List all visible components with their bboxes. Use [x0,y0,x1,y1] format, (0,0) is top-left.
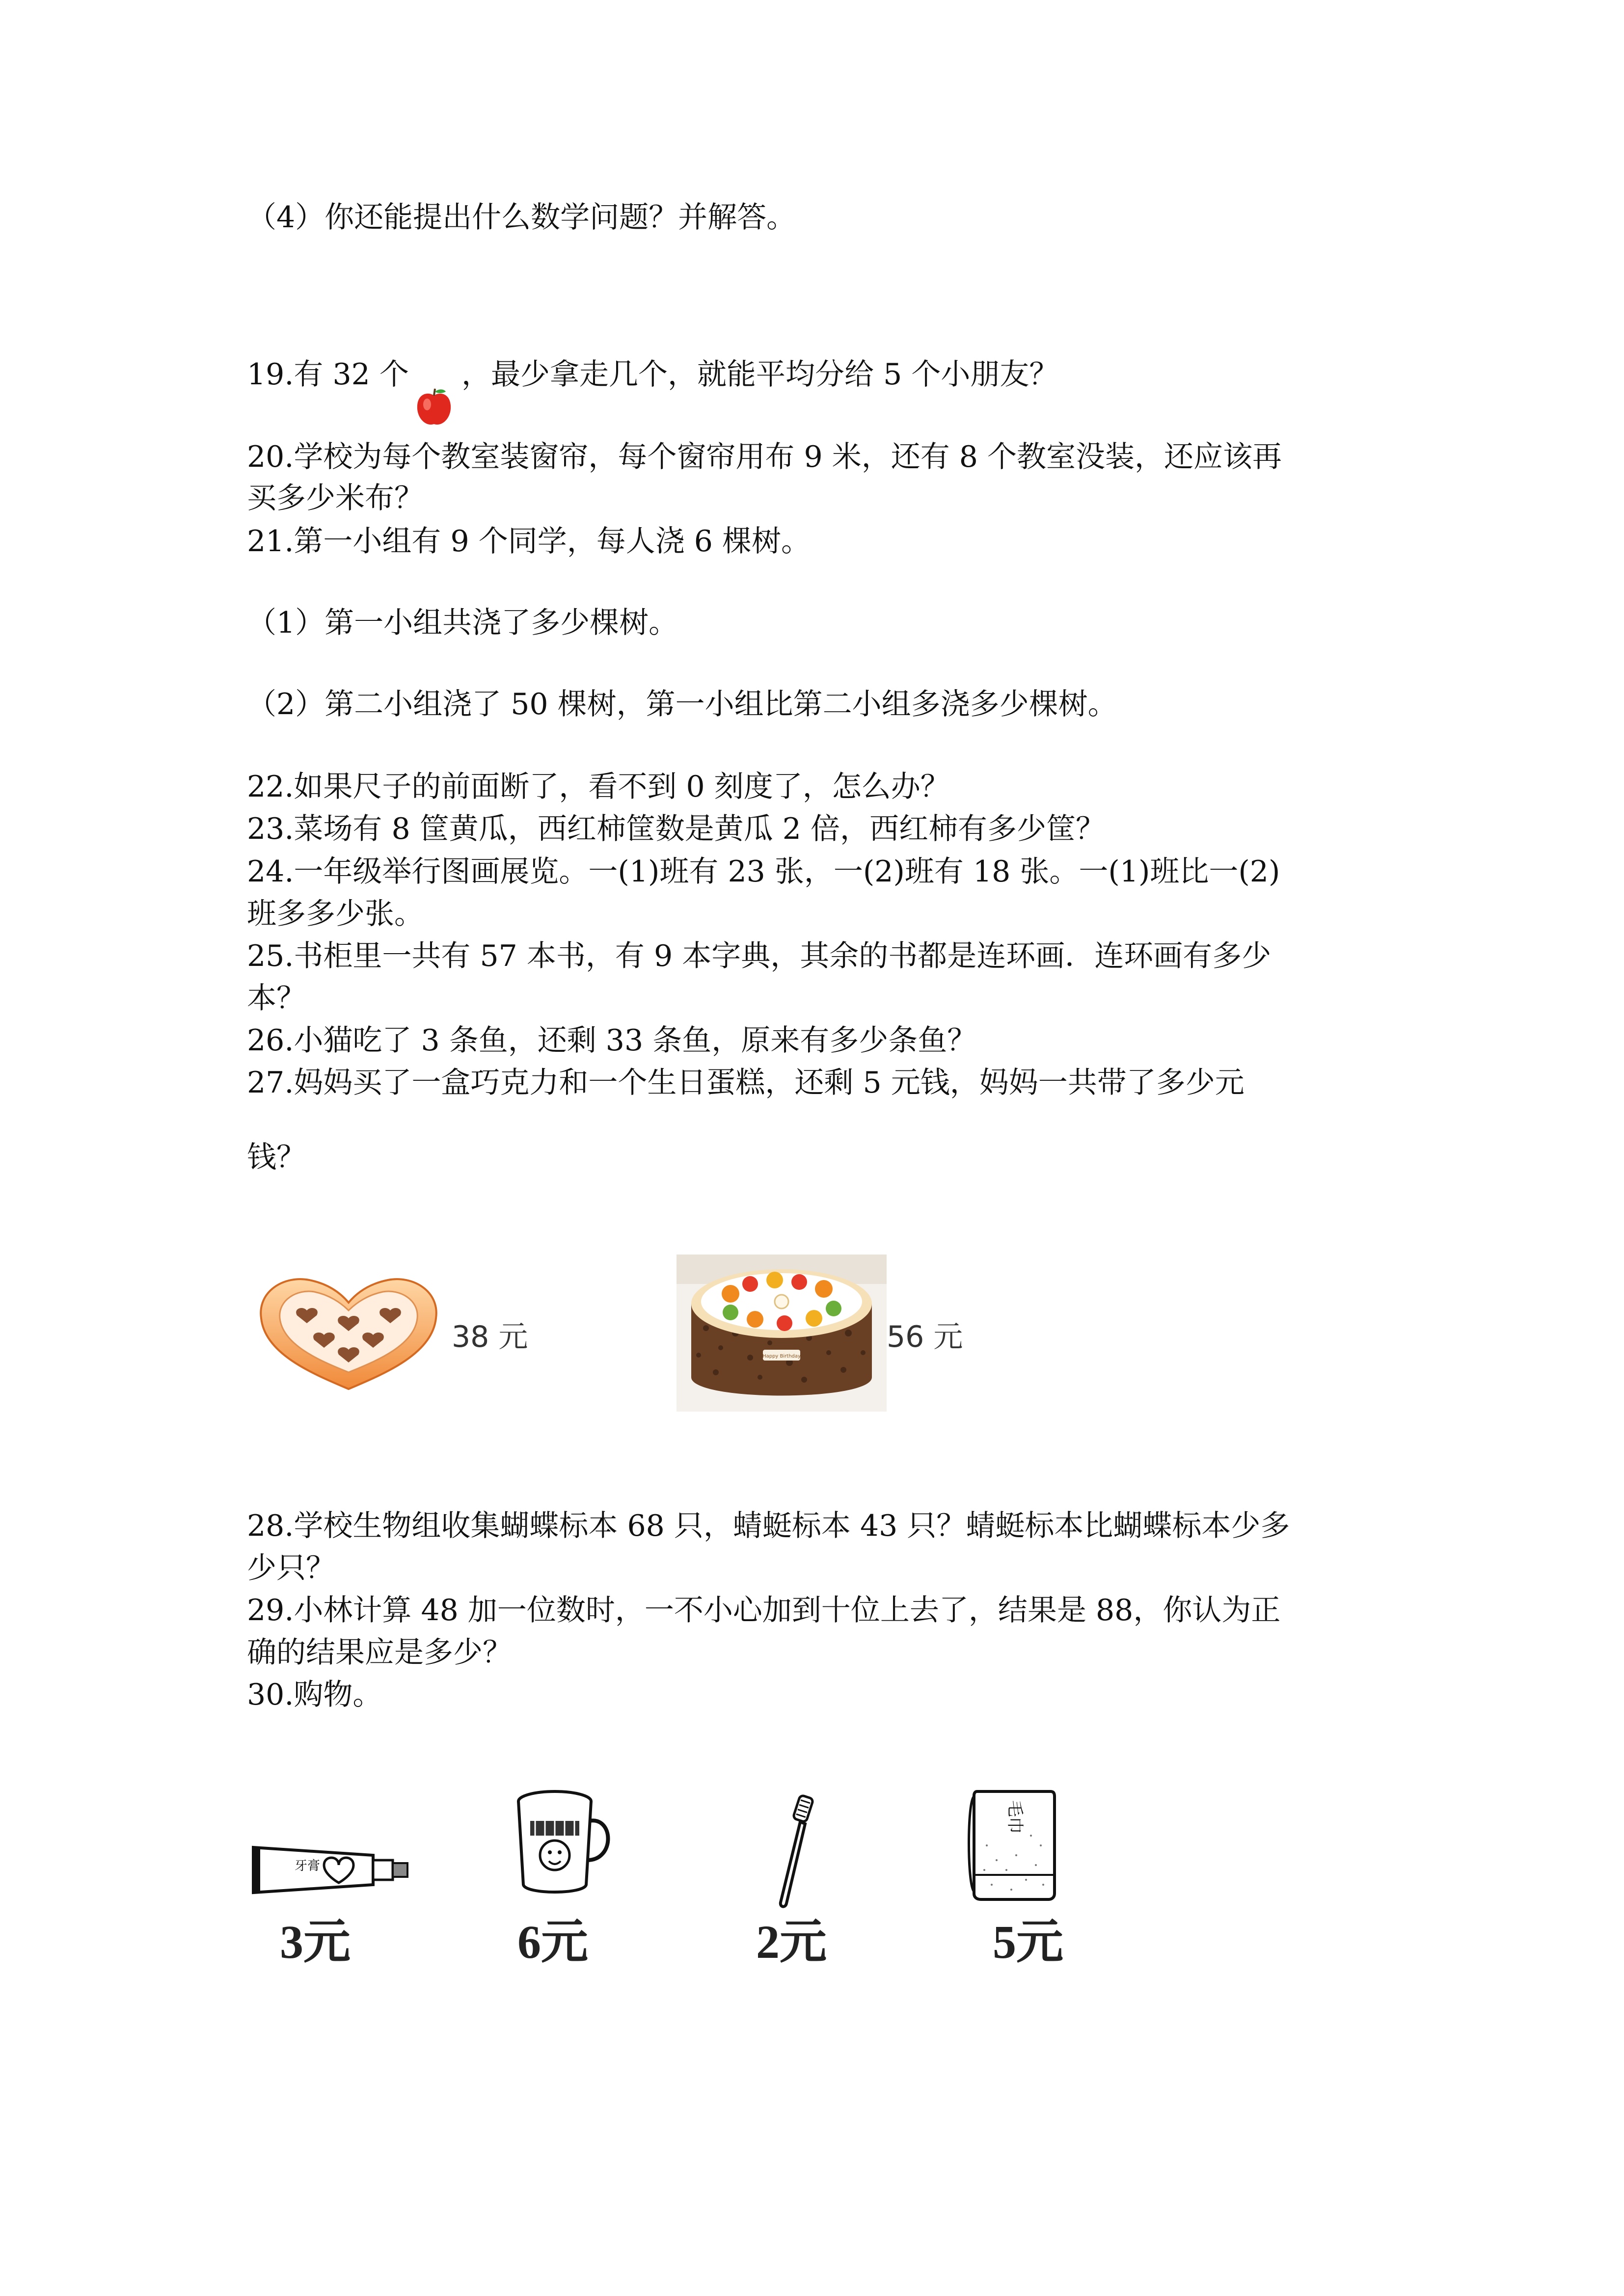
q18-part4: （4）你还能提出什么数学问题？并解答。 [247,200,796,235]
q30: 30.购物。 [247,1678,382,1712]
toothpaste-label: 牙膏 [295,1859,321,1873]
toothbrush-price: 2元 [756,1916,827,1968]
q25-line1: 25.书柜里一共有 57 本书，有 9 本字典，其余的书都是连环画．连环画有多少 [247,939,1272,973]
q22: 22.如果尺子的前面断了，看不到 0 刻度了，怎么办？ [247,770,950,804]
towel-label: 毛巾 [1005,1800,1025,1834]
q20-line2: 买多少米布？ [247,481,424,515]
toothbrush-icon [766,1791,825,1909]
q29-line2: 确的结果应是多少？ [247,1635,512,1670]
cake-price: 56 元 [887,1320,963,1354]
cup-icon [511,1787,619,1899]
q25-line2: 本？ [247,981,306,1015]
q28-line2: 少只？ [247,1551,335,1585]
cup-price: 6元 [517,1916,588,1968]
towel-icon [967,1787,1065,1909]
q27-line1: 27.妈妈买了一盒巧克力和一个生日蛋糕，还剩 5 元钱，妈妈一共带了多少元 [247,1066,1245,1100]
birthday-cake-image [677,1255,887,1412]
q21-part1: （1）第一小组共浇了多少棵树。 [247,606,678,640]
chocolate-box-image [255,1271,442,1394]
q26: 26.小猫吃了 3 条鱼，还剩 33 条鱼，原来有多少条鱼？ [247,1023,977,1058]
chocolate-price: 38 元 [452,1320,528,1354]
q21-part2: （2）第二小组浇了 50 棵树，第一小组比第二小组多浇多少棵树。 [247,687,1117,721]
q19-start: 19.有 32 个 [247,357,409,392]
q28-line1: 28.学校生物组收集蝴蝶标本 68 只，蜻蜓标本 43 只？蜻蜓标本比蝴蝶标本少多 [247,1509,1290,1543]
toothpaste-icon [250,1836,417,1904]
q19-end: ，最少拿走几个，就能平均分给 5 个小朋友？ [461,357,1059,392]
q20-line1: 20.学校为每个教室装窗帘，每个窗帘用布 9 米，还有 8 个教室没装，还应该再 [247,440,1282,474]
toothpaste-price: 3元 [280,1916,351,1968]
q27-line2: 钱？ [247,1140,306,1175]
apple-icon [414,387,454,428]
q21: 21.第一小组有 9 个同学，每人浇 6 棵树。 [247,524,811,559]
towel-price: 5元 [993,1916,1063,1968]
q24-line2: 班多多少张。 [247,897,424,931]
cake-plaque-text: Happy Birthday [762,1354,801,1359]
q24-line1: 24.一年级举行图画展览。一(1)班有 23 张，一(2)班有 18 张。一(1)班比一(2) [247,854,1280,889]
q23: 23.菜场有 8 筐黄瓜，西红柿筐数是黄瓜 2 倍，西红柿有多少筐？ [247,812,1106,846]
q29-line1: 29.小林计算 48 加一位数时，一不小心加到十位上去了，结果是 88，你认为正 [247,1593,1281,1628]
